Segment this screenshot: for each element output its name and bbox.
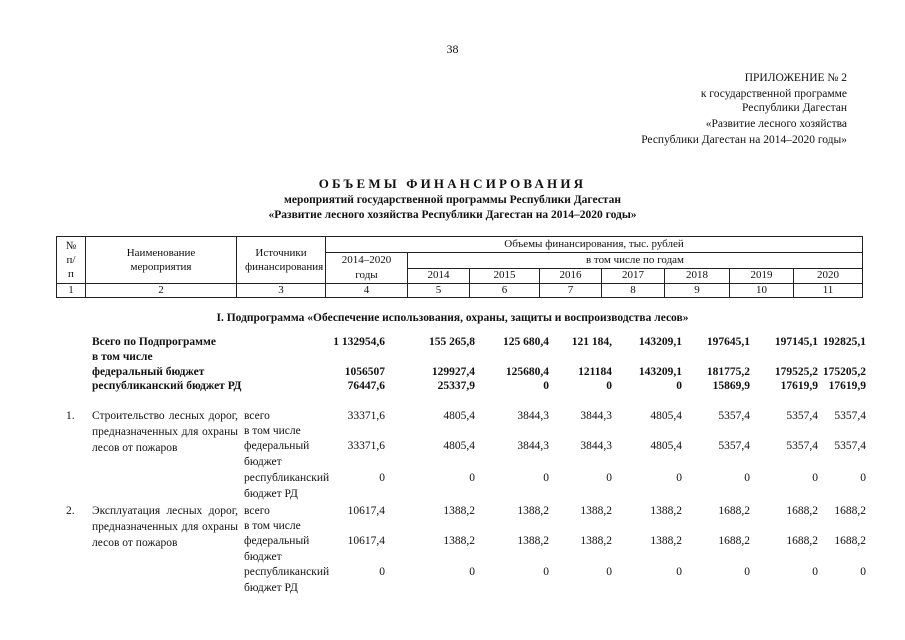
value-cell: 1388,2 — [580, 535, 612, 547]
column-number: 10 — [730, 284, 794, 298]
value-cell: 1056507 — [344, 366, 385, 378]
summary-label-regional: республиканский бюджет РД — [92, 380, 242, 392]
source-incl: в том числе — [244, 520, 301, 532]
value-cell: 0 — [543, 472, 549, 484]
header-year: 2019 — [730, 268, 794, 284]
value-cell: 143209,1 — [638, 366, 682, 378]
row-name: Эксплуатация лесных дорог, предназначенных для охраны лесов от пожаров — [92, 505, 238, 549]
value-cell: 125680,4 — [505, 366, 549, 378]
value-cell: 0 — [606, 472, 612, 484]
value-cell: 197645,1 — [706, 336, 750, 348]
value-cell: 5357,4 — [718, 410, 750, 422]
source-federal: федеральный бюджет — [244, 440, 310, 468]
value-cell: 121184 — [578, 366, 612, 378]
value-cell: 0 — [676, 472, 682, 484]
value-cell: 4805,4 — [443, 440, 475, 452]
source-federal: федеральный бюджет — [244, 535, 310, 563]
summary-label-federal: федеральный бюджет — [92, 366, 205, 378]
value-cell: 125 680,4 — [503, 336, 549, 348]
value-cell: 1388,2 — [443, 505, 475, 517]
value-cell: 0 — [606, 566, 612, 578]
value-cell: 15869,9 — [712, 380, 750, 392]
source-regional: республиканский бюджет РД — [244, 566, 330, 594]
value-cell: 5357,4 — [834, 440, 866, 452]
column-number: 2 — [86, 284, 237, 298]
row-number: 2. — [66, 505, 75, 517]
header-total-period: 2014–2020 годы — [326, 253, 408, 284]
document-subtitle-program: «Развитие лесного хозяйства Республики Дагестан на 2014–2020 годы» — [268, 209, 637, 221]
column-number: 6 — [470, 284, 540, 298]
value-cell: 4805,4 — [443, 410, 475, 422]
value-cell: 0 — [379, 472, 385, 484]
value-cell: 3844,3 — [517, 410, 549, 422]
value-cell: 175205,2 — [822, 366, 866, 378]
summary-label-total: Всего по Подпрограмме — [92, 336, 216, 348]
appendix-line: ПРИЛОЖЕНИЕ № 2 — [744, 72, 847, 84]
value-cell: 129927,4 — [431, 366, 475, 378]
value-cell: 1388,2 — [650, 505, 682, 517]
page-number: 38 — [446, 42, 459, 56]
header-year: 2016 — [540, 268, 602, 284]
row-number: 1. — [66, 410, 75, 422]
row-name: Строительство лесных дорог, предназначенных для охраны лесов от пожаров — [92, 410, 238, 454]
value-cell: 1 132954,6 — [333, 336, 385, 348]
column-number: 4 — [326, 284, 408, 298]
value-cell: 192825,1 — [822, 336, 866, 348]
value-cell: 1688,2 — [718, 505, 750, 517]
value-cell: 17619,9 — [828, 380, 866, 392]
document-subtitle: мероприятий государственной программы Республики Дагестан — [284, 194, 621, 206]
value-cell: 10617,4 — [347, 535, 385, 547]
value-cell: 1688,2 — [786, 505, 818, 517]
value-cell: 0 — [543, 566, 549, 578]
column-number: 7 — [540, 284, 602, 298]
value-cell: 3844,3 — [580, 440, 612, 452]
value-cell: 0 — [860, 566, 866, 578]
value-cell: 0 — [543, 380, 549, 392]
value-cell: 0 — [744, 566, 750, 578]
header-year: 2014 — [408, 268, 470, 284]
value-cell: 155 265,8 — [429, 336, 475, 348]
column-number: 3 — [237, 284, 326, 298]
source-total: всего — [244, 410, 270, 422]
section-title: I. Подпрограмма «Обеспечение использования, охраны, защиты и воспроизводства лесов» — [216, 312, 689, 324]
value-cell: 143209,1 — [638, 336, 682, 348]
document-title: ОБЪЕМЫ ФИНАНСИРОВАНИЯ — [318, 176, 587, 191]
value-cell: 5357,4 — [786, 410, 818, 422]
header-no: № п/п — [57, 237, 86, 284]
value-cell: 33371,6 — [347, 440, 385, 452]
header-source: Источники финансирования — [237, 237, 326, 284]
source-incl: в том числе — [244, 425, 301, 437]
value-cell: 1688,2 — [834, 535, 866, 547]
value-cell: 4805,4 — [650, 410, 682, 422]
column-number: 1 — [57, 284, 86, 298]
value-cell: 1688,2 — [718, 535, 750, 547]
value-cell: 181775,2 — [706, 366, 750, 378]
value-cell: 1688,2 — [834, 505, 866, 517]
appendix-line: Республики Дагестан на 2014–2020 годы» — [641, 134, 847, 146]
value-cell: 0 — [676, 566, 682, 578]
appendix-line: к государственной программе — [700, 88, 847, 100]
header-name: Наименование мероприятия — [86, 237, 237, 284]
value-cell: 3844,3 — [580, 410, 612, 422]
value-cell: 0 — [860, 472, 866, 484]
value-cell: 0 — [812, 472, 818, 484]
summary-label-incl: в том числе — [92, 351, 153, 363]
value-cell: 0 — [469, 566, 475, 578]
financing-table-header — [56, 236, 863, 298]
value-cell: 25337,9 — [437, 380, 475, 392]
value-cell: 33371,6 — [347, 410, 385, 422]
value-cell: 5357,4 — [786, 440, 818, 452]
value-cell: 1688,2 — [786, 535, 818, 547]
value-cell: 5357,4 — [718, 440, 750, 452]
header-year: 2017 — [602, 268, 665, 284]
appendix-line: Республики Дагестан — [742, 102, 847, 114]
value-cell: 121 184, — [571, 336, 612, 348]
value-cell: 1388,2 — [443, 535, 475, 547]
column-number: 9 — [665, 284, 730, 298]
value-cell: 17619,9 — [780, 380, 818, 392]
value-cell: 1388,2 — [650, 535, 682, 547]
value-cell: 10617,4 — [347, 505, 385, 517]
source-total: всего — [244, 505, 270, 517]
header-year: 2020 — [794, 268, 863, 284]
value-cell: 0 — [812, 566, 818, 578]
appendix-line: «Развитие лесного хозяйства — [705, 118, 847, 130]
value-cell: 0 — [379, 566, 385, 578]
column-number: 8 — [602, 284, 665, 298]
header-funding: Объемы финансирования, тыс. рублей — [326, 237, 863, 253]
value-cell: 197145,1 — [774, 336, 818, 348]
value-cell: 4805,4 — [650, 440, 682, 452]
header-year: 2018 — [665, 268, 730, 284]
value-cell: 1388,2 — [517, 535, 549, 547]
value-cell: 3844,3 — [517, 440, 549, 452]
value-cell: 1388,2 — [517, 505, 549, 517]
value-cell: 76447,6 — [347, 380, 385, 392]
value-cell: 179525,2 — [774, 366, 818, 378]
value-cell: 5357,4 — [834, 410, 866, 422]
column-number: 11 — [794, 284, 863, 298]
value-cell: 0 — [676, 380, 682, 392]
source-regional: республиканский бюджет РД — [244, 472, 330, 500]
header-year: 2015 — [470, 268, 540, 284]
column-number: 5 — [408, 284, 470, 298]
value-cell: 0 — [744, 472, 750, 484]
value-cell: 0 — [606, 380, 612, 392]
value-cell: 1388,2 — [580, 505, 612, 517]
header-by-year: в том числе по годам — [408, 253, 863, 269]
value-cell: 0 — [469, 472, 475, 484]
